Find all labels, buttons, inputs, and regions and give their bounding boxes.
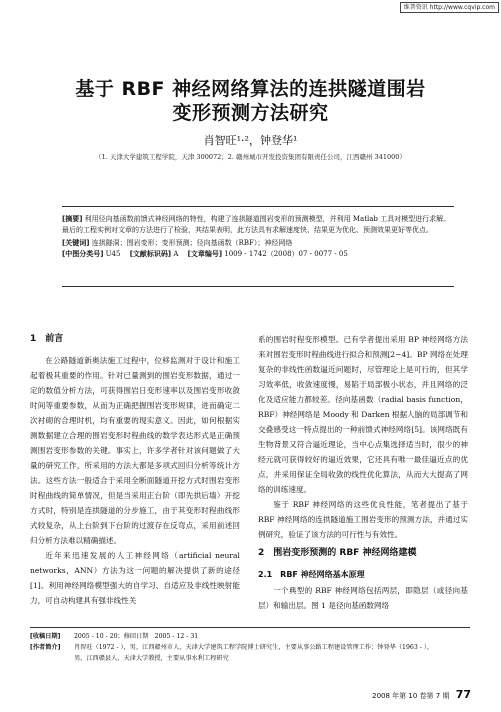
received-date-row	[30, 631, 470, 642]
author-bio-row-2	[30, 653, 470, 664]
abstract-bottom-rule	[62, 286, 454, 287]
clc-label: [中图分类号]	[62, 250, 104, 258]
abstract	[62, 214, 454, 236]
intro-paragraph-3: 系的围岩时程变形模型。已有学者提出采用 BP 神经网络方法来对围岩变形时程曲线进行拟合和预测[2~4]。BP 网络在处理复杂的非线性函数逼近问题时，尽管理论上是可行的，但其学习效率低，收敛速度慢，易陷于局部极小状态，并且网络的泛化及适应能力都较差。径向基函数（radial basis function，RBF）神经网络是 Moody 和 Darken 根据人脑的局部调节和交叠感受这一特点提出的一种前馈式神经网络[5]。该网络既有生物背景又符合逼近理论，当中心点集选择适当时，很少的神经元就可获得较好的逼近效果，它还具有唯一最佳逼近点的优点，并采用保证全局收敛的线性优化算法，从而大大提高了网络的训练速度。	[258, 335, 468, 494]
paper-title-line2: 变形预测方法研究	[172, 102, 329, 124]
subsection-heading-2-1: 2.1 RBF 神经网络基本原理	[258, 570, 365, 579]
author-bio-line1: 肖智旺（1972 - ），男，江西赣州市人，天津大学建筑工程学院博士研究生，主要从事公路工程建设管理工作；钟登华（1963 - ），	[74, 644, 434, 651]
received-dates: 2005 - 10 - 20；修回日期 2005 - 12 - 31	[74, 633, 199, 640]
affiliation: （1. 天津大学建筑工程学院，天津 300072；2. 赣州城市开发投资集团有限责任公司，江西赣州 341000）	[95, 153, 406, 161]
section-heading-2: 2 围岩变形预测的 RBF 神经网络建模	[258, 548, 417, 558]
authors: 肖智旺¹·²，钟登华¹	[203, 134, 298, 147]
footnotes	[30, 631, 470, 664]
article-id-value: 1009 - 1742（2008）07 - 0077 - 05	[224, 250, 348, 258]
left-column	[30, 332, 240, 608]
abstract-block	[62, 214, 454, 260]
keywords	[62, 238, 454, 249]
classification-line	[62, 249, 454, 260]
author-bio-line2: 男，江西赣县人，天津大学教授，主要从事水利工程研究	[74, 655, 229, 662]
keywords-label: [关键词]	[62, 239, 90, 247]
received-label: [收稿日期]	[30, 633, 61, 640]
section-heading-intro: 1 前言	[30, 334, 64, 344]
doc-code-label: [文献标识码]	[129, 250, 172, 258]
intro-paragraph-4: 鉴于 RBF 神经网络的这些优良性能，笔者提出了基于 RBF 神经网络的连拱隧道施工围岩变形的预测方法，并通过实例研究，验证了该方法的可行性与有效性。	[258, 500, 468, 539]
article-id-label: [文章编号]	[187, 250, 223, 258]
watermark: 维普资讯 http://www.cqvip.com	[400, 2, 499, 13]
abstract-top-rule	[62, 206, 454, 207]
keywords-text: 连拱隧洞；围岩变形；变形预测；径向基函数（RBF）；神经网络	[91, 239, 293, 247]
doc-code-value: A	[173, 250, 179, 258]
page-number: 77	[455, 688, 471, 701]
right-column	[258, 332, 468, 613]
page-footer	[372, 688, 471, 701]
footnote-rule	[30, 627, 470, 628]
clc-value: U45	[105, 250, 121, 258]
abstract-label: [摘要]	[62, 215, 83, 223]
paper-title-line1: 基于 RBF 神经网络算法的连拱隧道围岩	[75, 78, 426, 100]
journal-issue: 2008 年第 10 卷第 7 期	[372, 692, 450, 700]
author-bio-label: [作者简介]	[30, 644, 61, 651]
abstract-text: 利用径向基函数前馈式神经网络的特性，构建了连拱隧道围岩变形的预测模型，并利用 Matlab 工具对模型进行求解。最后的工程实例对文章的方法进行了检验，其结果表明，此方法具有求解速度快、结果更为优化、预测效果更好等优点。	[62, 215, 451, 234]
intro-paragraph-2: 近年来迅速发展的人工神经网络（artificial neural networks，ANN）方法为这一问题的解决提供了新的途径[1]。利用神经网络模型强大的自学习、自适应及非线性映射能力，可自动构建具有强非线性关	[30, 551, 240, 605]
author-bio-row	[30, 642, 470, 653]
section-2-paragraph-1: 一个典型的 RBF 神经网络包括两层，即隐层（或径向基层）和输出层。图 1 是径向基函数网络	[258, 586, 468, 610]
intro-paragraph-1: 在公路隧道新奥法施工过程中，位移监测对于设计和施工起着极其重要的作用。针对已量测到的围岩变形数据，通过一定的数值分析方法，可获得围岩日变形速率以及围岩变形收敛时间等重要参数，从而为正确把握围岩变形规律，进而确定二次衬砌的合理时机，均有重要的现实意义。因此，如何根据实测数据建立合理的围岩变形时程曲线的数学表达形式是正确预测围岩变形参数的关键。事实上，许多学者针对该问题做了大量的研究工作，所采用的方法大都是多项式回归分析等统计方法。这些方法一般适合于采用全断面隧道开挖方式时围岩变形时程曲线的简单情况，但是当采用正台阶（即先拱后墙）开挖方式时，特别是连拱隧道的分步施工，由于其变形时程曲线形式较复杂，从上台阶到下台阶的过渡存在反弯点，采用前述回归分析方法难以精确描述。	[30, 356, 240, 545]
